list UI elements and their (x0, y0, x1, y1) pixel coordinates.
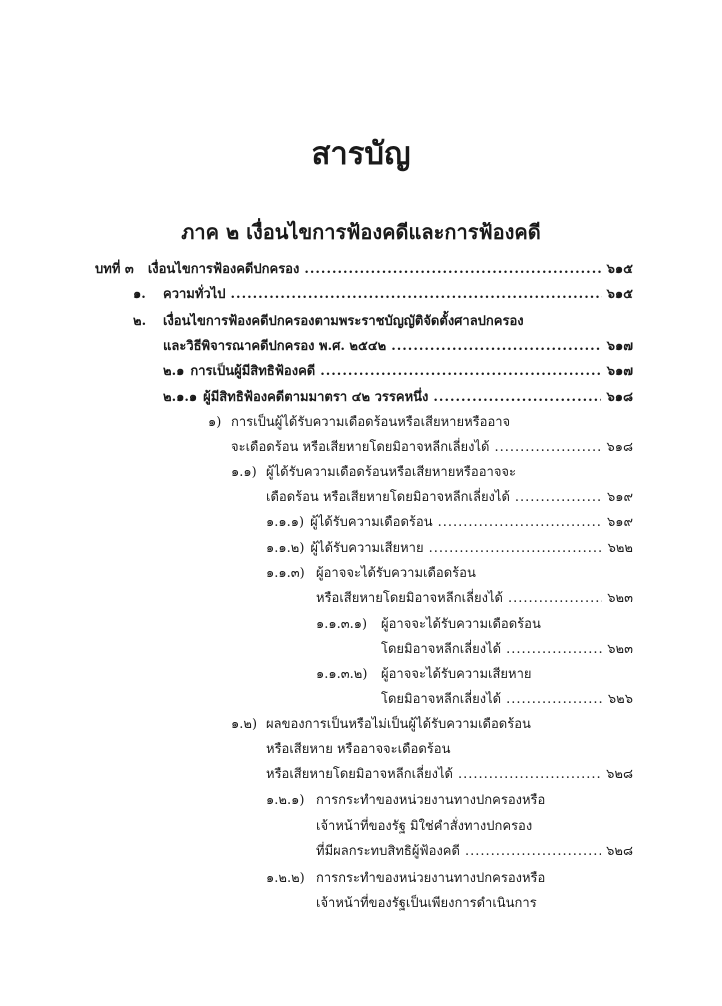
toc-text[interactable]: เงื่อนไขการฟ้องคดีปกครองตามพระราชบัญญัติจัดตั้งศาลปกครอง (163, 314, 524, 329)
toc-text: เงื่อนไขการฟ้องคดีปกครอง (147, 262, 300, 277)
toc-text: และวิธีพิจารณาคดีปกครอง พ.ศ. ๒๕๔๒ (163, 339, 387, 354)
toc-entry-i1-2-1[interactable] (316, 840, 633, 864)
toc-text: หรือเสียหายโดยมิอาจหลีกเลี่ยงได้ (316, 591, 503, 606)
toc-page: ๖๑๘ (606, 390, 633, 405)
toc-page: ๖๑๙ (606, 515, 633, 530)
toc-entry-1[interactable] (163, 283, 633, 307)
toc-text[interactable]: เจ้าหน้าที่ของรัฐเป็นเพียงการดำเนินการ (316, 896, 537, 911)
toc-text: เดือดร้อน หรือเสียหายโดยมิอาจหลีกเลี่ยงได้ (266, 490, 510, 505)
toc-text: ผู้ได้รับความเสียหาย (310, 541, 424, 556)
leader-dots (465, 840, 601, 864)
toc-page: ๖๒๓ (607, 591, 633, 606)
toc-entry-i1-2[interactable] (266, 763, 633, 787)
leader-dots (494, 436, 601, 460)
toc-text: จะเดือดร้อน หรือเสียหายโดยมิอาจหลีกเลี่ยงได้ (231, 440, 490, 455)
toc-label: ๒.๑ (163, 364, 185, 379)
leader-dots (515, 486, 602, 510)
leader-dots (391, 335, 601, 359)
toc-page: ๖๑๗ (606, 364, 633, 379)
leader-dots (429, 537, 603, 561)
toc-label: ๑) (208, 415, 222, 430)
toc-label: ๑.๒) (231, 717, 258, 732)
toc-text: โดยมิอาจหลีกเลี่ยงได้ (381, 692, 502, 707)
toc-text: ผู้มีสิทธิฟ้องคดีตามมาตรา ๔๒ วรรคหนึ่ง (203, 390, 429, 405)
toc-entry-i1-1-3-1[interactable] (381, 638, 633, 662)
toc-entry-i1[interactable] (231, 436, 633, 460)
toc-page: ๖๒๓ (607, 642, 633, 657)
toc-label: ๑.๑.๑) (266, 515, 305, 530)
toc-text[interactable]: หรือเสียหาย หรืออาจจะเดือดร้อน (266, 742, 451, 757)
toc-text[interactable]: การกระทำของหน่วยงานทางปกครองหรือ (316, 793, 546, 808)
toc-page: ๖๒๘ (606, 844, 633, 859)
toc-entry-2-1-1[interactable] (163, 386, 633, 410)
toc-page: ๖๑๕ (606, 262, 633, 277)
leader-dots (304, 258, 601, 282)
toc-label: ๑.๑.๓.๒) (316, 667, 368, 682)
leader-dots (320, 360, 602, 384)
toc-entry-2[interactable] (163, 335, 633, 359)
toc-text[interactable]: การเป็นผู้ได้รับความเดือดร้อนหรือเสียหายหรืออาจ (231, 415, 511, 430)
leader-dots (438, 511, 602, 535)
toc-text: ผู้ได้รับความเดือดร้อน (310, 515, 433, 530)
part-heading: ภาค ๒ เงื่อนไขการฟ้องคดีและการฟ้องคดี (181, 220, 541, 244)
leader-dots (458, 763, 601, 787)
toc-text: ที่มีผลกระทบสิทธิผู้ฟ้องคดี (316, 844, 460, 859)
toc-page: ๖๑๘ (606, 440, 633, 455)
toc-page: ๖๒๒ (607, 541, 633, 556)
toc-text: โดยมิอาจหลีกเลี่ยงได้ (381, 642, 502, 657)
toc-text[interactable]: ผลของการเป็นหรือไม่เป็นผู้ได้รับความเดือดร้อน (266, 717, 531, 732)
toc-text: หรือเสียหายโดยมิอาจหลีกเลี่ยงได้ (266, 767, 453, 782)
toc-text: ความทั่วไป (163, 287, 226, 302)
toc-label: ๒.๑.๑ (163, 390, 198, 405)
toc-label: ๑.๑.๓) (266, 566, 305, 581)
toc-text[interactable]: ผู้อาจจะได้รับความเสียหาย (381, 667, 532, 682)
toc-label: ๑.๒.๑) (266, 793, 305, 808)
toc-label: ๒. (133, 314, 147, 329)
toc-label: ๑.๒.๒) (266, 871, 305, 886)
leader-dots (433, 386, 601, 410)
toc-entry-i1-1-2[interactable] (266, 537, 633, 561)
toc-entry-i1-1-3[interactable] (316, 587, 633, 611)
toc-page: ๖๒๖ (607, 692, 633, 707)
toc-label: ๑.๑.๓.๑) (316, 617, 368, 632)
toc-text[interactable]: การกระทำของหน่วยงานทางปกครองหรือ (316, 871, 546, 886)
toc-entry-2-1[interactable] (163, 360, 633, 384)
toc-entry-i1-1-1[interactable] (266, 511, 633, 535)
toc-entry-i1-1-3-2[interactable] (381, 688, 633, 712)
toc-entry-chapter-3[interactable] (95, 258, 633, 282)
toc-label: บทที่ ๓ (95, 262, 134, 277)
leader-dots (506, 638, 602, 662)
toc-text[interactable]: ผู้อาจจะได้รับความเดือดร้อน (316, 566, 476, 581)
leader-dots (231, 283, 602, 307)
toc-page: ๖๒๘ (606, 767, 633, 782)
toc-label: ๑. (133, 287, 146, 302)
leader-dots (508, 587, 602, 611)
toc-text: การเป็นผู้มีสิทธิฟ้องคดี (190, 364, 316, 379)
toc-label: ๑.๑.๒) (266, 541, 305, 556)
toc-page: ๖๑๗ (606, 339, 633, 354)
toc-text[interactable]: ผู้ได้รับความเดือดร้อนหรือเสียหายหรืออาจจะ (266, 465, 517, 480)
toc-text[interactable]: เจ้าหน้าที่ของรัฐ มิใช่คำสั่งทางปกครอง (316, 819, 533, 834)
toc-entry-i1-1[interactable] (266, 486, 633, 510)
page-title: สารบัญ (311, 136, 411, 172)
leader-dots (506, 688, 603, 712)
toc-text[interactable]: ผู้อาจจะได้รับความเดือดร้อน (381, 617, 541, 632)
toc-page: ๖๑๙ (606, 490, 633, 505)
toc-page: ๖๑๕ (606, 287, 633, 302)
toc-label: ๑.๑) (231, 465, 257, 480)
